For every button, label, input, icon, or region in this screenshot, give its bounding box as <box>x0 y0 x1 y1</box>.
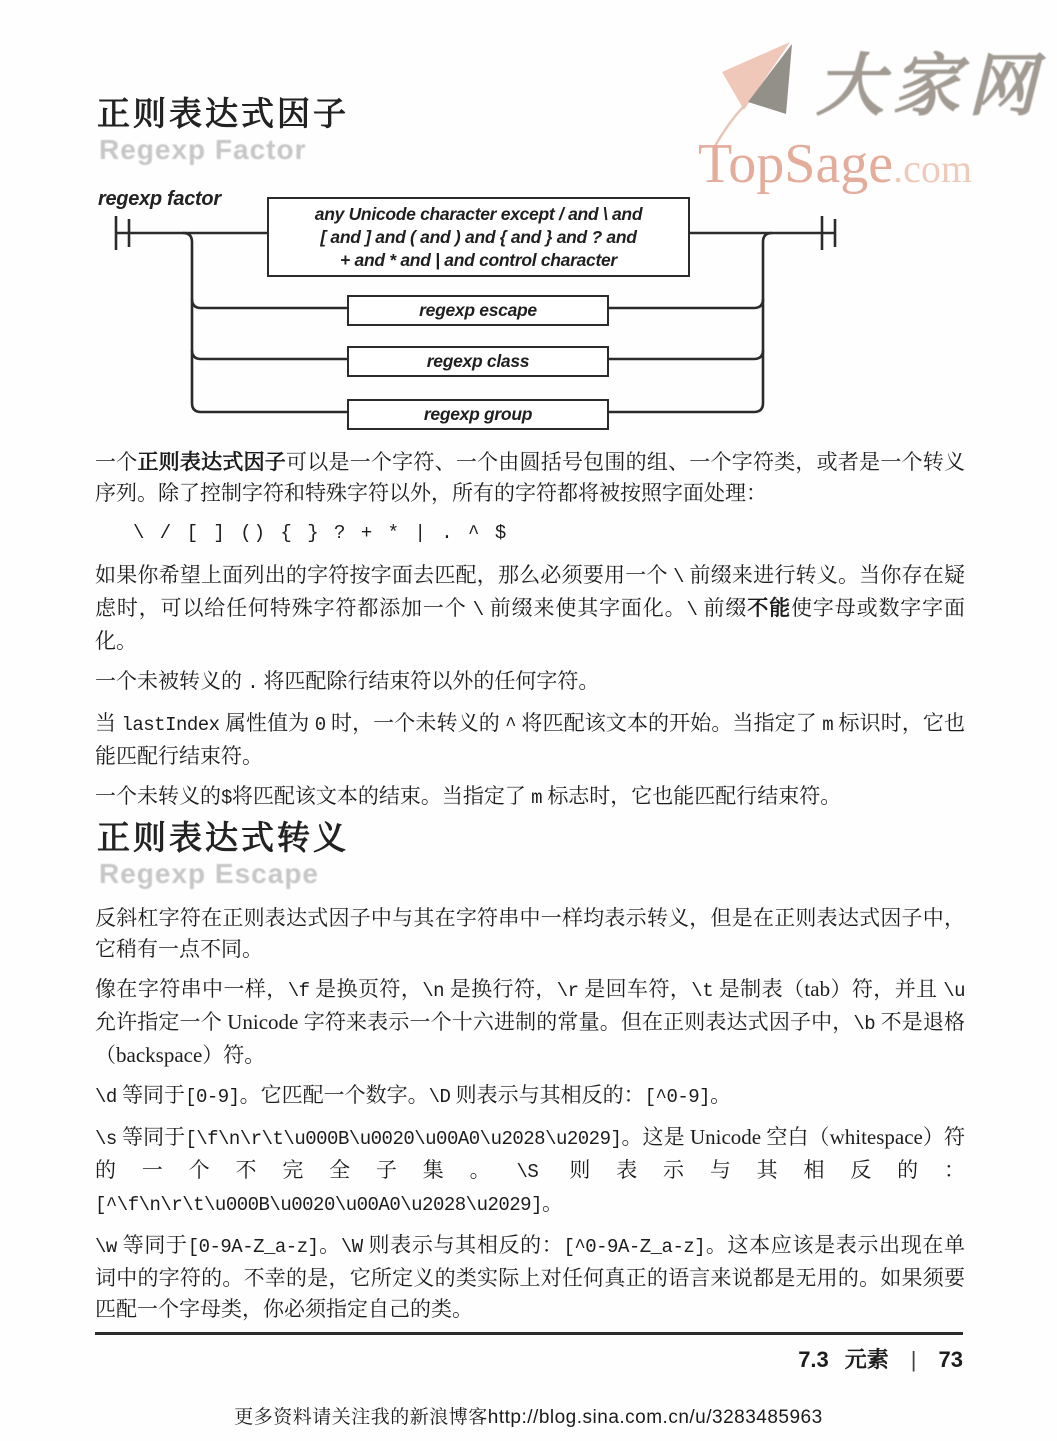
section2-title: 正则表达式转义 <box>97 819 349 856</box>
footer-separator: | <box>910 1347 917 1372</box>
section1-subtitle: Regexp Factor <box>99 134 307 165</box>
diagram-main-box <box>267 197 690 277</box>
body-block-2 <box>95 903 965 1334</box>
topsage-tld: .com <box>893 146 973 191</box>
footer-rule <box>95 1332 963 1335</box>
watermark <box>690 30 1045 200</box>
paragraph: 如果你希望上面列出的字符按字面去匹配，那么必须要用一个 \ 前缀来进行转义。当你存在疑虑时，可以给任何特殊字符都添加一个 \ 前缀来使其字面化。\ 前缀不能使字母或数字字面化。 <box>95 563 966 653</box>
literal-characters-line: \ / [ ] () { } ? + * | . ^ $ <box>133 522 509 544</box>
intro-paragraphs <box>95 447 965 509</box>
watermark-brand-cn: 大家网 <box>816 48 1045 124</box>
paragraph: 一个未被转义的 . 将匹配除行结束符以外的任何字符。 <box>95 669 600 694</box>
paragraph: \d 等同于[0-9]。它匹配一个数字。\D 则表示与其相反的：[^0-9]。 <box>95 1083 732 1108</box>
branch-box-regexp-group: regexp group <box>347 399 609 430</box>
section2-paragraphs <box>95 903 965 1325</box>
section1-paragraphs <box>95 560 965 814</box>
footer-section-number: 7.3 <box>798 1347 829 1372</box>
paragraph: 一个未转义的$将匹配该文本的结束。当指定了 m 标志时，它也能匹配行结束符。 <box>95 784 842 809</box>
branch-box-regexp-class: regexp class <box>347 346 609 377</box>
branch-box-regexp-escape: regexp escape <box>347 295 609 326</box>
footer-page-number: 73 <box>938 1347 963 1372</box>
diagram-label: regexp factor <box>98 188 221 210</box>
bottom-note: 更多资料请关注我的新浪博客http://blog.sina.com.cn/u/3283485963 <box>234 1407 823 1428</box>
paragraph: \w 等同于[0-9A-Z_a-z]。\W 则表示与其相反的：[^0-9A-Z_a-z]。这本应该是表示出现在单词中的字符的。不幸的是，它所定义的类实际上对任何真正的语言来说都是无用的。如果须要匹配一个字母类，你必须指定自己的类。 <box>95 1233 966 1321</box>
railroad-diagram <box>95 188 875 440</box>
section2-subtitle: Regexp Escape <box>99 858 319 889</box>
paragraph: 反斜杠字符在正则表达式因子中与其在字符串中一样均表示转义，但是在正则表达式因子中，它稍有一点不同。 <box>95 906 965 961</box>
body-block-1 <box>95 447 965 823</box>
footer-section-name: 元素 <box>844 1347 889 1372</box>
page-footer <box>798 1343 963 1374</box>
paragraph: 像在字符串中一样，\f 是换页符，\n 是换行符，\r 是回车符，\t 是制表（tab）符，并且 \u 允许指定一个 Unicode 字符来表示一个十六进制的常量。但在正则表达式因子中，\b 不是退格（backspace）符。 <box>95 977 966 1067</box>
paragraph: \s 等同于[\f\n\r\t\u000B\u0020\u00A0\u2028\u2029]。这是 Unicode 空白（whitespace）符的一个不完全子集。\S 则表示与其相反的：[^\f\n\r\t\u000B\u0020\u00A0\u2028\u2029]。 <box>95 1125 965 1216</box>
paragraph: 一个正则表达式因子可以是一个字符、一个由圆括号包围的组、一个字符类，或者是一个转义序列。除了控制字符和特殊字符以外，所有的字符都将被按照字面处理： <box>95 450 966 505</box>
watermark-brand-en <box>698 132 972 196</box>
main-box-line3: + and * and | and control character <box>340 249 617 270</box>
main-box-line2: [ and ] and ( and ) and { and } and ? and <box>320 226 637 247</box>
section1-title: 正则表达式因子 <box>97 95 349 132</box>
paragraph: 当 lastIndex 属性值为 0 时，一个未转义的 ^ 将匹配该文本的开始。当指定了 m 标识时，它也能匹配行结束符。 <box>95 711 966 768</box>
topsage-text: TopSage <box>698 133 894 195</box>
main-box-line1: any Unicode character except / and \ and <box>314 203 643 224</box>
